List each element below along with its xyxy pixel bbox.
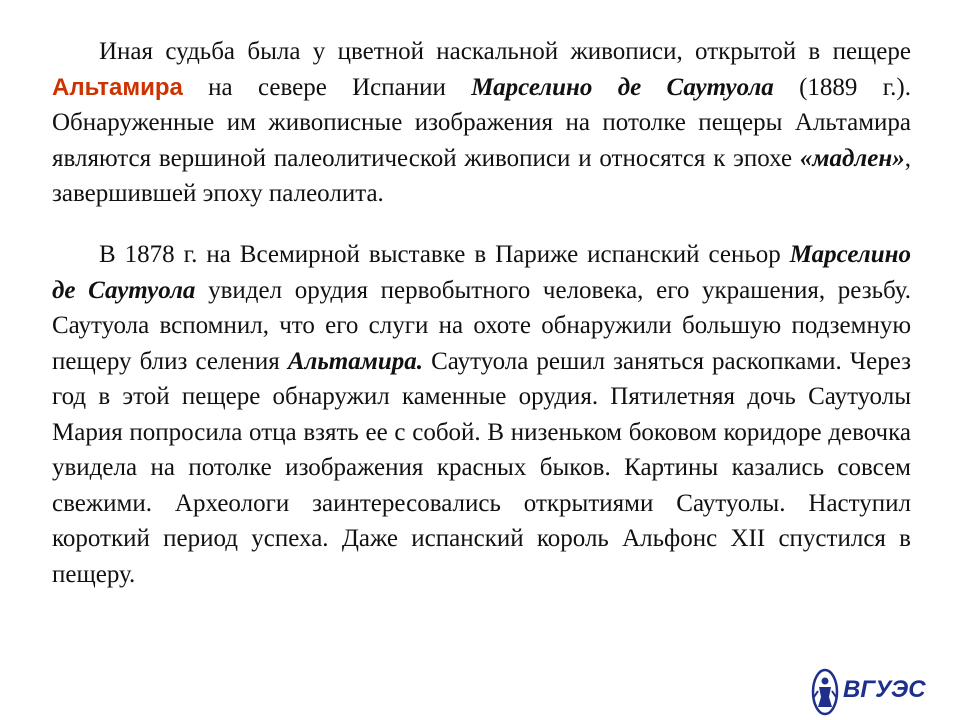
- paragraph-altamira-intro: [52, 34, 911, 212]
- logo-wordmark: ВГУЭС: [843, 676, 926, 703]
- person-name: Марселино де Саутуола: [52, 241, 911, 304]
- text-segment: на севере Испании: [182, 73, 472, 101]
- epoch-name: «мадлен»: [799, 144, 905, 172]
- place-name: Альтамира.: [287, 347, 424, 375]
- person-name: Марселино де Саутуола: [471, 73, 774, 101]
- text-segment: Иная судьба была у цветной наскальной живописи, открытой в пещере: [99, 38, 911, 65]
- text-segment: , завершившей эпоху палеолита.: [52, 144, 911, 207]
- university-logo: [808, 667, 928, 717]
- university-emblem-icon: [810, 667, 840, 717]
- paragraph-discovery-story: [52, 237, 911, 592]
- text-segment: В 1878 г. на Всемирной выставке в Париже испанский сеньор: [99, 241, 790, 268]
- text-segment: Саутуола решил заняться раскопками. Через год в этой пещере обнаружил каменные орудия. Пятилетняя дочь Саутуолы Мария попросила отца взять ее с собой. В низеньком боковом коридоре девочка увидела на потолке изображения красных быков. Картины казались совсем свежими. Археологи заинтересовались открытиями Саутуолы. Наступил короткий период успеха. Даже испанский король Альфонс XII спустился в пещеру.: [52, 347, 911, 588]
- place-name-highlight: Альтамира: [52, 73, 183, 101]
- text-segment: увидел орудия первобытного человека, его украшения, резьбу. Саутуола вспомнил, что его слуги на охоте обнаружили большую подземную пещеру близ селения: [52, 276, 911, 375]
- text-segment: (1889 г.). Обнаруженные им живописные изображения на потолке пещеры Альтамира являются вершиной палеолитической живописи и относятся к эпохе: [52, 73, 911, 172]
